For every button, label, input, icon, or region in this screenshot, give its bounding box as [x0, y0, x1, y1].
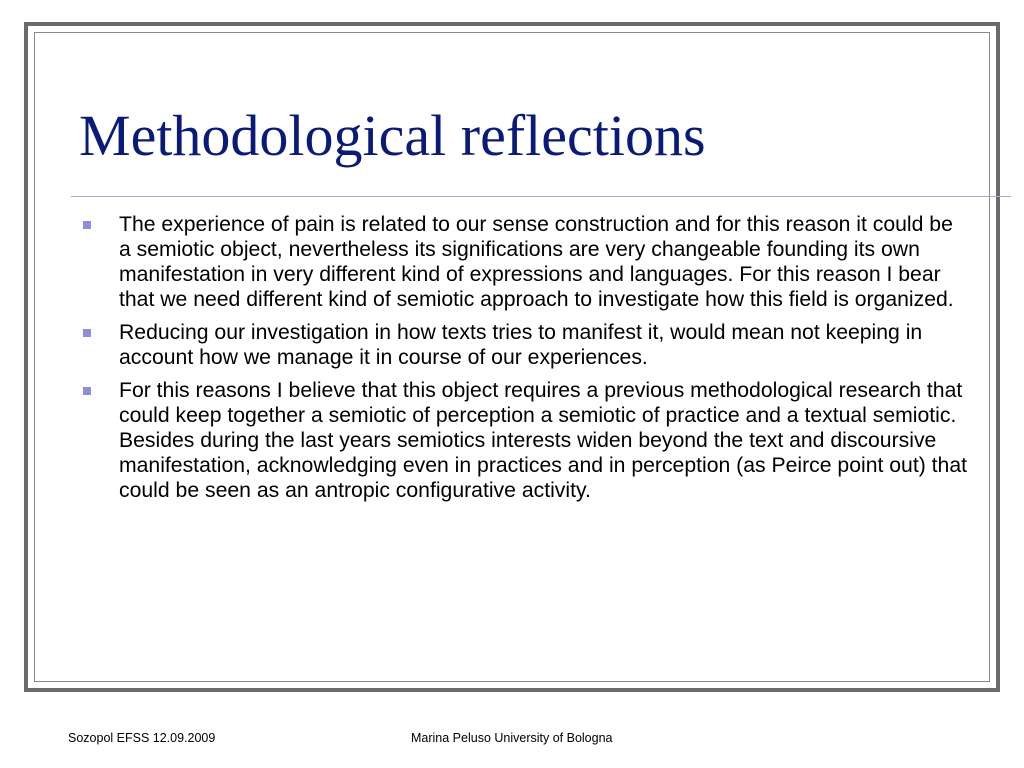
square-bullet-icon — [83, 387, 91, 395]
slide-frame — [24, 22, 1000, 692]
bullet-item — [79, 378, 969, 503]
bullet-text: Reducing our investigation in how texts tries to manifest it, would mean not keeping in account how we manage it in course of our experiences. — [119, 321, 923, 369]
square-bullet-icon — [83, 329, 91, 337]
bullet-item — [79, 212, 969, 312]
footer-left-text: Sozopol EFSS 12.09.2009 — [68, 731, 216, 745]
bullet-item — [79, 320, 969, 370]
slide-title: Methodological reflections — [79, 103, 706, 168]
footer-center-text: Marina Peluso University of Bologna — [411, 731, 613, 745]
bullet-text: For this reasons I believe that this object requires a previous methodological research that could keep together a semiotic of perception a semiotic of practice and a textual semiotic. Besides during the last years semiotics interests widen beyond the text and discoursive manifestation, acknowledging even in practices and in perception (as Peirce point out) that could be seen as an antropic configurative activity. — [119, 379, 967, 502]
slide-inner-border — [34, 32, 990, 682]
title-divider — [71, 196, 1011, 197]
bullet-text: The experience of pain is related to our sense construction and for this reason it could be a semiotic object, nevertheless its significations are very changeable founding its own manifestation in very different kind of expressions and languages. For this reason I bear that we need different kind of semiotic approach to investigate how this field is organized. — [119, 213, 954, 311]
square-bullet-icon — [83, 221, 91, 229]
bullet-list — [79, 212, 969, 511]
